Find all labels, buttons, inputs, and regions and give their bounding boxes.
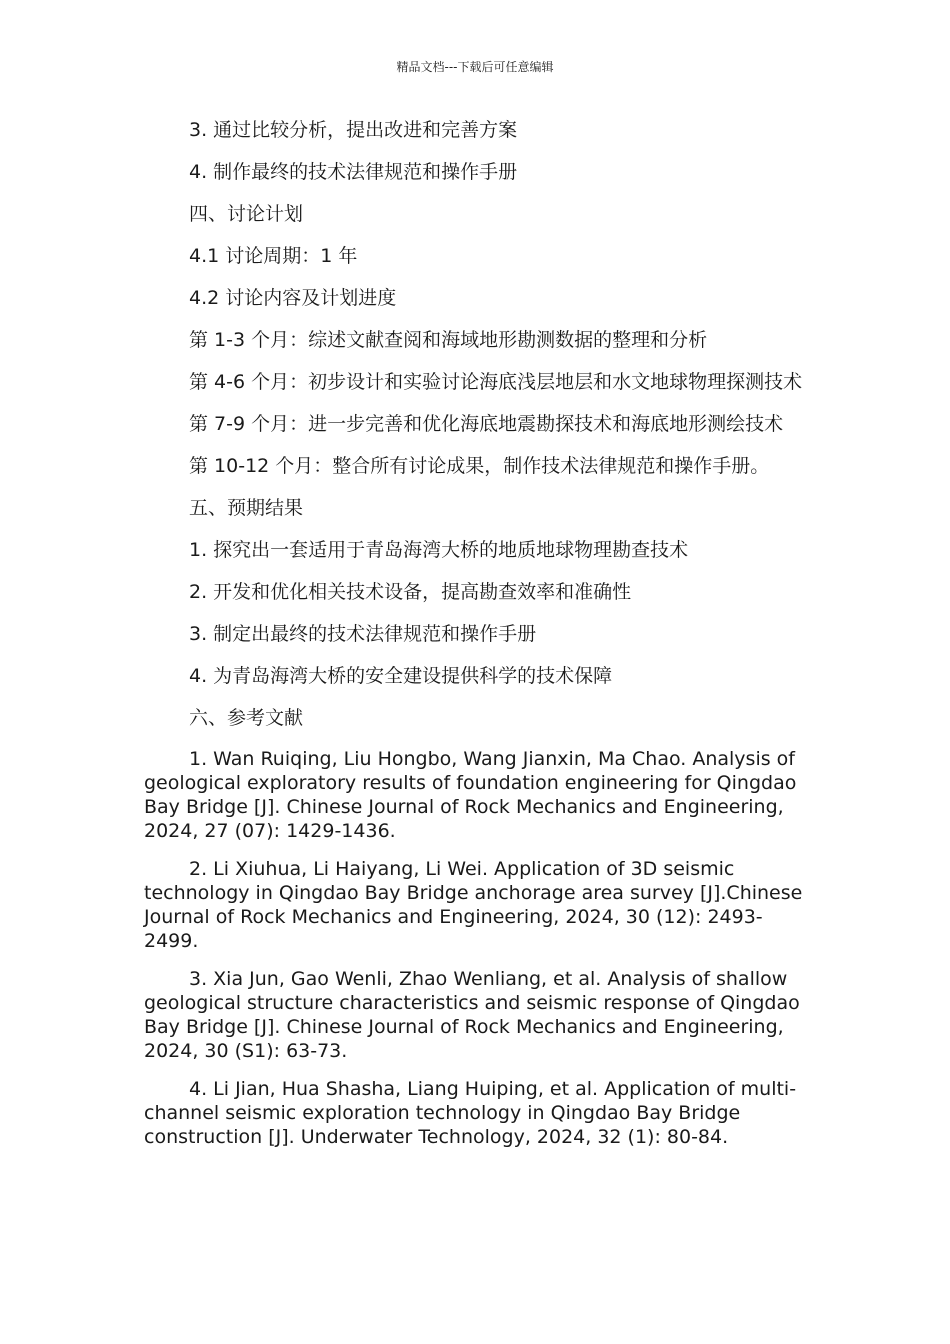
- paragraph: 第 7-9 个月：进一步完善和优化海底地震勘探技术和海底地形测绘技术: [189, 413, 784, 435]
- reference-item: 4. Li Jian, Hua Shasha, Liang Huiping, et al. Application of multi-channel seismic exploration technology in Qingdao Bay Bridge construction [J]. Underwater Technology, 2024, 32 (1): 80-84.: [144, 1078, 797, 1148]
- paragraph: 第 10-12 个月：整合所有讨论成果，制作技术法律规范和操作手册。: [189, 455, 770, 477]
- paragraph: 4. 为青岛海湾大桥的安全建设提供科学的技术保障: [189, 665, 613, 687]
- reference-item: 1. Wan Ruiqing, Liu Hongbo, Wang Jianxin, Ma Chao. Analysis of geological exploratory results of foundation engineering for Qingdao Bay Bridge [J]. Chinese Journal of Rock Mechanics and Engineering, 2024, 27 (07): 1429-1436.: [144, 748, 797, 842]
- paragraph: 3. 通过比较分析，提出改进和完善方案: [189, 119, 518, 141]
- paragraph: 第 4-6 个月：初步设计和实验讨论海底浅层地层和水文地球物理探测技术: [189, 371, 803, 393]
- section-heading: 六、参考文献: [189, 707, 304, 729]
- paragraph: 3. 制定出最终的技术法律规范和操作手册: [189, 623, 537, 645]
- reference-item: 2. Li Xiuhua, Li Haiyang, Li Wei. Application of 3D seismic technology in Qingdao Bay Bridge anchorage area survey [J].Chinese Journal of Rock Mechanics and Engineering, 2024, 30 (12): 2493-2499.: [144, 858, 803, 952]
- document-body: [144, 117, 812, 1163]
- paragraph: 第 1-3 个月：综述文献查阅和海域地形勘测数据的整理和分析: [189, 329, 708, 351]
- page-header: 精品文档---下载后可任意编辑: [396, 60, 554, 74]
- paragraph: 4.2 讨论内容及计划进度: [189, 287, 397, 309]
- section-heading: 四、讨论计划: [189, 203, 304, 225]
- paragraph: 4. 制作最终的技术法律规范和操作手册: [189, 161, 518, 183]
- section-heading: 五、预期结果: [189, 497, 304, 519]
- paragraph: 1. 探究出一套适用于青岛海湾大桥的地质地球物理勘查技术: [189, 539, 689, 561]
- reference-item: 3. Xia Jun, Gao Wenli, Zhao Wenliang, et al. Analysis of shallow geological structure characteristics and seismic response of Qingdao Bay Bridge [J]. Chinese Journal of Rock Mechanics and Engineering, 2024, 30 (S1): 63-73.: [144, 968, 800, 1062]
- paragraph: 4.1 讨论周期：1 年: [189, 245, 358, 267]
- paragraph: 2. 开发和优化相关技术设备，提高勘查效率和准确性: [189, 581, 632, 603]
